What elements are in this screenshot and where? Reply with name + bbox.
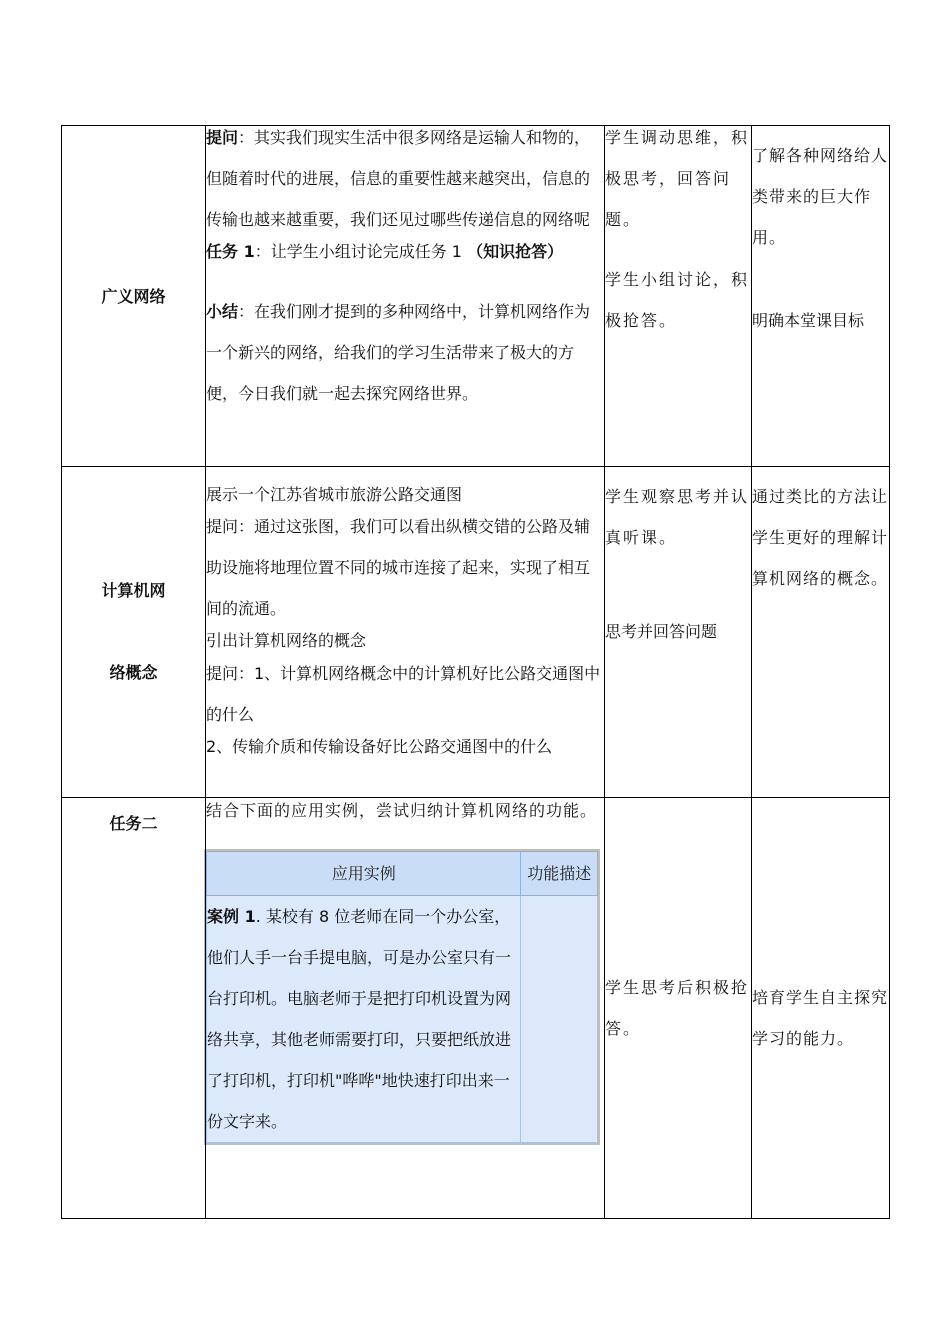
table-row: [62, 467, 890, 798]
student-text: 学生思考后积极抢答。: [605, 978, 750, 1038]
summary-label: 小结: [206, 302, 239, 321]
topic-cell: [62, 126, 206, 467]
topic-label: 计算机网: [101, 581, 166, 600]
topic-cell: [62, 467, 206, 798]
content-line: 2、传输介质和传输设备好比公路交通图中的什么: [206, 737, 553, 756]
content-line: 引出计算机网络的概念: [206, 631, 367, 650]
function-description-cell[interactable]: [521, 896, 598, 1143]
student-activity-cell: [605, 126, 752, 467]
student-activity-cell: [605, 467, 752, 798]
task-text: ：让学生小组讨论完成任务 1: [254, 242, 468, 261]
topic-cell: [62, 798, 206, 1219]
student-text: 学生小组讨论，积极抢答。: [605, 270, 750, 330]
case-label: 案例 1: [207, 907, 256, 926]
content-cell: [206, 467, 605, 798]
student-text: 学生调动思维，积极思考，回答问题。: [605, 128, 750, 229]
task-tag: （知识抢答）: [467, 242, 564, 261]
intent-text: 培育学生自主探究学习的能力。: [752, 988, 889, 1048]
summary-text: ：在我们刚才提到的多种网络中，计算机网络作为一个新兴的网络，给我们的学习生活带来了极大的方便，今日我们就一起去探究网络世界。: [206, 302, 591, 403]
lesson-plan-table: [61, 125, 890, 1219]
case-text: . 某校有 8 位老师在同一个办公室，他们人手一台手提电脑，可是办公室只有一台打印机。电脑老师于是把打印机设置为网络共享，其他老师需要打印，只要把纸放进了打印机，打印机"哗哗"地快速打印出来一份文字来。: [207, 907, 512, 1131]
content-line: 提问：1、计算机网络概念中的计算机好比公路交通图中的什么: [206, 664, 601, 724]
application-example-table: [204, 849, 600, 1145]
content-line: 提问：通过这张图，我们可以看出纵横交错的公路及辅助设施将地理位置不同的城市连接了起来，实现了相互间的流通。: [206, 517, 591, 618]
student-text: 思考并回答问题: [605, 622, 718, 641]
question-label: 提问: [206, 128, 239, 147]
intent-text: 了解各种网络给人类带来的巨大作用。: [752, 146, 889, 247]
task-label: 任务 1: [206, 242, 255, 261]
content-cell: [206, 798, 605, 1219]
case-cell: [207, 896, 521, 1143]
student-text: 学生观察思考并认真听课。: [605, 487, 750, 547]
content-line: 展示一个江苏省城市旅游公路交通图: [206, 485, 463, 504]
table-row: [62, 126, 890, 467]
design-intent-cell: [752, 126, 890, 467]
intent-text: 通过类比的方法让学生更好的理解计算机网络的概念。: [752, 487, 889, 588]
inner-header: 功能描述: [521, 852, 598, 896]
topic-label: 广义网络: [101, 286, 166, 306]
inner-header: 应用实例: [207, 852, 521, 896]
content-cell: [206, 126, 605, 467]
topic-label: 络概念: [109, 663, 158, 682]
table-row: [62, 798, 890, 1219]
intent-text: 明确本堂课目标: [752, 311, 865, 330]
design-intent-cell: [752, 467, 890, 798]
topic-label: 任务二: [109, 814, 158, 833]
question-text: ：其实我们现实生活中很多网络是运输人和物的，但随着时代的进展，信息的重要性越来越突出，信息的传输也越来越重要，我们还见过哪些传递信息的网络呢: [206, 128, 591, 229]
student-activity-cell: [605, 798, 752, 1219]
design-intent-cell: [752, 798, 890, 1219]
task-intro: 结合下面的应用实例，尝试归纳计算机网络的功能。: [206, 801, 598, 820]
